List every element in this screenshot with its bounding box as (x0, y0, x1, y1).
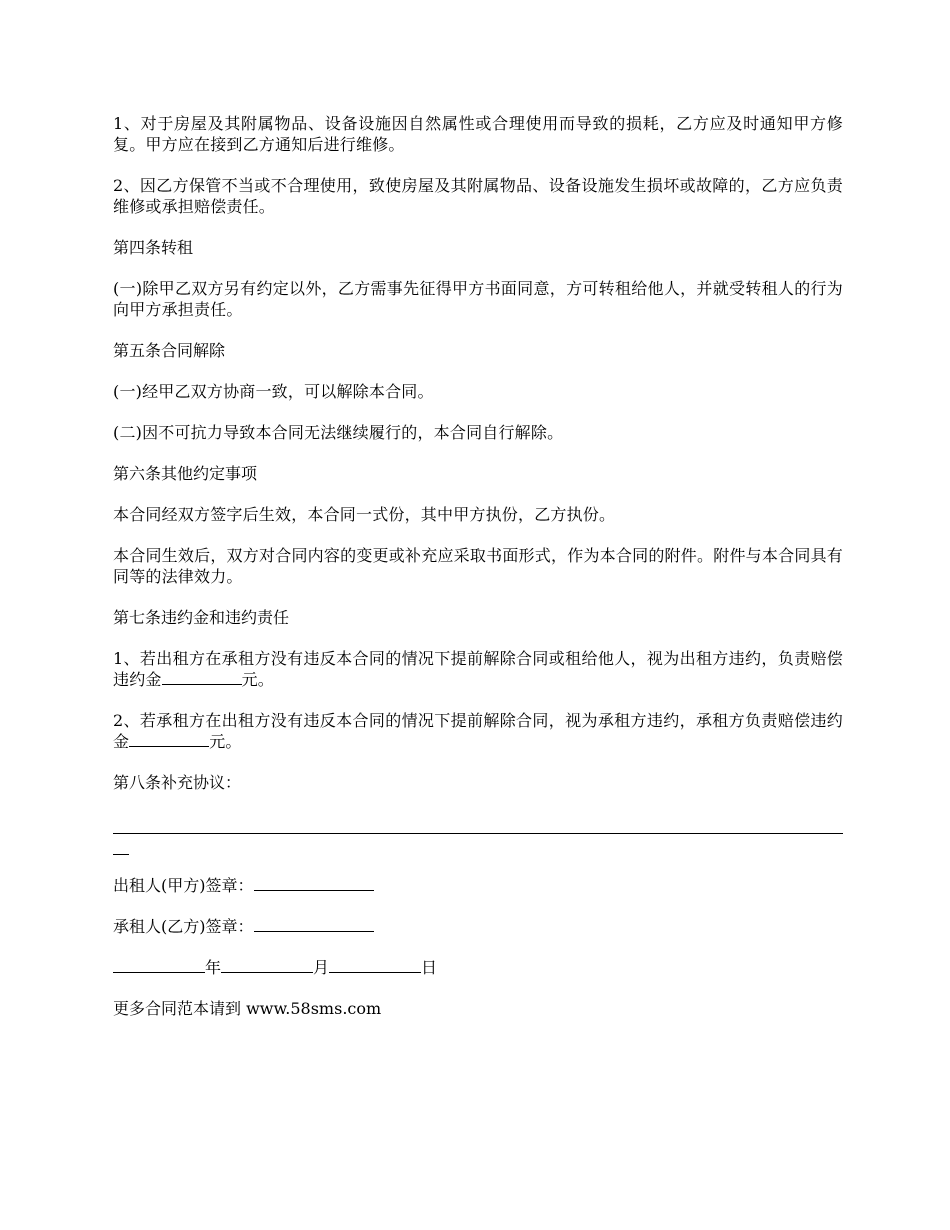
year-blank[interactable] (113, 957, 205, 973)
contract-page (113, 113, 843, 1039)
clause-4-item-1: (一)除甲乙双方另有约定以外，乙方需事先征得甲方书面同意，方可转租给他人，并就受转租人的行为向甲方承担责任。 (113, 279, 843, 319)
clause-7-item-2 (113, 710, 843, 752)
date-day-label: 日 (421, 958, 438, 977)
clause-6-item-2: 本合同生效后，双方对合同内容的变更或补充应采取书面形式，作为本合同的附件。附件与本合同具有同等的法律效力。 (113, 546, 843, 586)
clause-7-title: 第七条违约金和违约责任 (113, 608, 290, 627)
supplementary-rule-line-2 (113, 834, 129, 855)
clause-6-title: 第六条其他约定事项 (113, 464, 258, 483)
clause-7-item-2-text: 2、若承租方在出租方没有违反本合同的情况下提前解除合同，视为承租方违约，承租方负责赔偿违约金 (113, 711, 843, 751)
lessee-label: 承租人(乙方)签章： (113, 917, 254, 936)
lessor-signature-blank[interactable] (254, 875, 374, 891)
clause-6-item-1: 本合同经双方签字后生效，本合同一式份，其中甲方执份，乙方执份。 (113, 505, 616, 524)
clause-7-item-2-unit: 元。 (209, 732, 242, 751)
lessor-label: 出租人(甲方)签章： (113, 876, 254, 895)
lessor-signature-line (113, 875, 843, 896)
penalty-amount-blank-2[interactable] (129, 731, 209, 747)
clause-3-item-2: 2、因乙方保管不当或不合理使用，致使房屋及其附属物品、设备设施发生损坏或故障的，乙方应负责维修或承担赔偿责任。 (113, 176, 843, 216)
clause-3-item-1: 1、对于房屋及其附属物品、设备设施因自然属性或合理使用而导致的损耗，乙方应及时通知甲方修复。甲方应在接到乙方通知后进行维修。 (113, 114, 843, 154)
clause-5-item-2: (二)因不可抗力导致本合同无法继续履行的，本合同自行解除。 (113, 423, 564, 442)
lessee-signature-line (113, 916, 843, 937)
supplementary-rule-line-1 (113, 813, 843, 834)
penalty-amount-blank-1[interactable] (162, 669, 242, 685)
clause-7-item-1 (113, 648, 843, 690)
clause-4-title: 第四条转租 (113, 238, 194, 257)
clause-7-item-1-text: 1、若出租方在承租方没有违反本合同的情况下提前解除合同或租给他人，视为出租方违约，负责赔偿违约金 (113, 649, 843, 689)
date-year-label: 年 (205, 958, 222, 977)
lessee-signature-blank[interactable] (254, 916, 374, 932)
clause-8-title: 第八条补充协议： (113, 773, 242, 792)
supplementary-agreement-blank[interactable] (113, 813, 843, 855)
clause-5-item-1: (一)经甲乙双方协商一致，可以解除本合同。 (113, 382, 434, 401)
footer-note: 更多合同范本请到 www.58sms.com (113, 999, 382, 1018)
date-line (113, 957, 843, 978)
day-blank[interactable] (329, 957, 421, 973)
clause-5-title: 第五条合同解除 (113, 341, 226, 360)
date-month-label: 月 (313, 958, 330, 977)
clause-7-item-1-unit: 元。 (241, 670, 275, 689)
month-blank[interactable] (221, 957, 313, 973)
